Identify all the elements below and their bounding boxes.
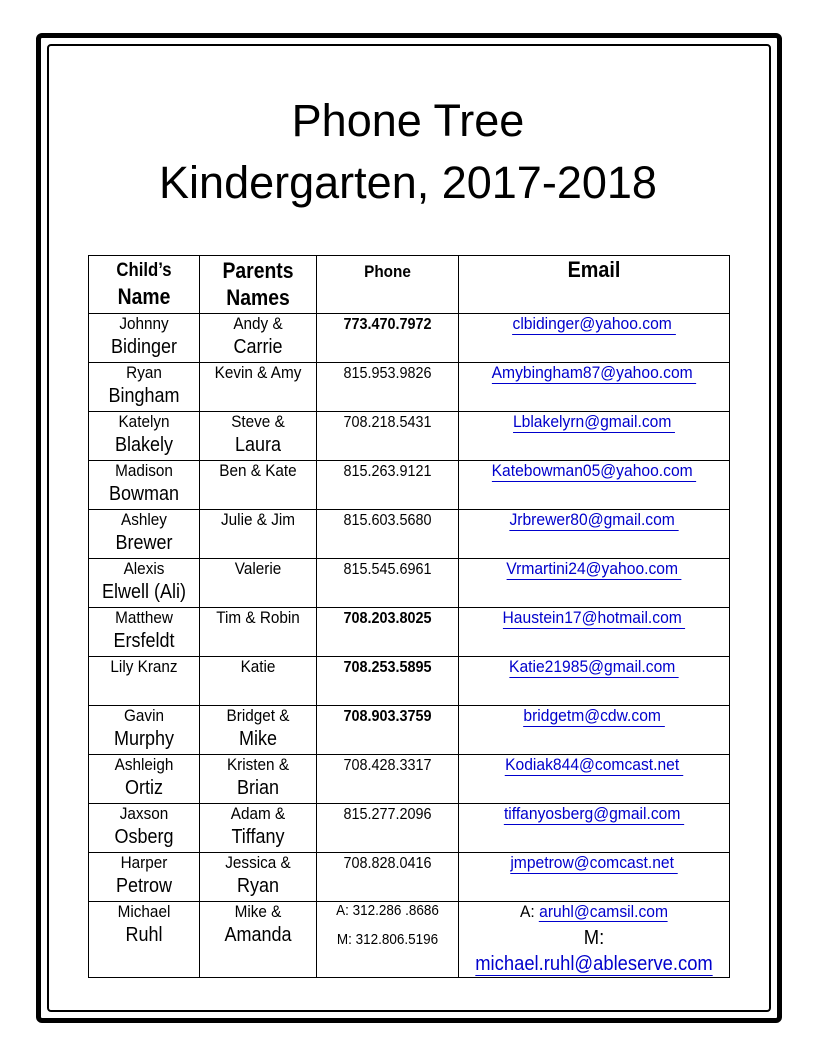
child-name-cell	[89, 657, 200, 706]
header-parents-line1: Parents	[222, 258, 294, 283]
parents-names-cell	[200, 706, 317, 755]
phone-cell	[317, 363, 459, 412]
child-second-line: Bowman	[108, 483, 180, 505]
phone-cell	[317, 657, 459, 706]
parents-second-line: Carrie	[233, 336, 283, 358]
parents-names-cell	[200, 559, 317, 608]
child-name-cell	[89, 902, 200, 978]
parents-first-line: Tim & Robin	[216, 608, 300, 627]
child-first-line: Matthew	[115, 608, 173, 627]
parents-second-line: Amanda	[224, 924, 292, 946]
child-first-line: Ryan	[126, 363, 162, 382]
parents-names-cell	[200, 853, 317, 902]
email-link[interactable]: Haustein17@hotmail.com	[503, 608, 686, 629]
header-parents-line2: Names	[226, 285, 290, 310]
phone-number: 708.828.0416	[343, 855, 432, 872]
parents-names-cell	[200, 412, 317, 461]
child-second-line: Osberg	[114, 826, 174, 848]
phone-cell	[317, 412, 459, 461]
email-cell	[459, 559, 730, 608]
header-email: Email	[459, 256, 730, 314]
phone-cell	[317, 755, 459, 804]
parents-first-line: Julie & Jim	[221, 510, 295, 529]
parents-first-line: Katie	[240, 657, 276, 676]
child-second-line: Blakely	[114, 434, 174, 456]
child-name-cell	[89, 608, 200, 657]
email-link[interactable]: jmpetrow@comcast.net	[510, 853, 677, 874]
email-cell	[459, 363, 730, 412]
email-link[interactable]: clbidinger@yahoo.com	[512, 314, 675, 335]
parents-first-line: Bridget &	[226, 706, 290, 725]
child-first-line: Johnny	[119, 314, 169, 333]
page-title: Phone Tree	[291, 95, 525, 146]
child-first-line: Harper	[120, 853, 168, 872]
parents-names-cell	[200, 314, 317, 363]
phone-number: 708.203.8025	[343, 610, 432, 627]
table-row	[89, 755, 730, 804]
phone-cell	[317, 902, 459, 978]
table-row	[89, 461, 730, 510]
child-first-line: Alexis	[123, 559, 165, 578]
phone-cell	[317, 706, 459, 755]
table-row	[89, 804, 730, 853]
table-row	[89, 559, 730, 608]
email-link[interactable]: michael.ruhl@ableserve.com	[475, 953, 713, 975]
parents-second-line: Brian	[236, 777, 280, 799]
parents-first-line: Kevin & Amy	[214, 363, 302, 382]
phone-cell	[317, 853, 459, 902]
child-first-line: Gavin	[124, 706, 164, 725]
phone-number: 708.253.5895	[343, 659, 432, 676]
parents-names-cell	[200, 657, 317, 706]
phone-cell	[317, 314, 459, 363]
child-first-line: Ashley	[121, 510, 167, 529]
email-cell	[459, 608, 730, 657]
table-row	[89, 314, 730, 363]
child-first-line: Madison	[115, 461, 173, 480]
phone-number-m: M: 312.806.5196	[336, 931, 439, 948]
parents-first-line: Mike &	[234, 902, 282, 921]
phone-cell	[317, 461, 459, 510]
header-child-line1: Child’s	[116, 260, 172, 281]
child-first-line: Katelyn	[118, 412, 170, 431]
parents-names-cell	[200, 510, 317, 559]
table-row	[89, 510, 730, 559]
parents-second-line: Laura	[234, 434, 282, 456]
email-a-prefix: A:	[519, 902, 535, 921]
email-cell	[459, 706, 730, 755]
email-cell	[459, 853, 730, 902]
parents-names-cell	[200, 461, 317, 510]
phone-number: 815.953.9826	[343, 365, 432, 382]
email-link[interactable]: Amybingham87@yahoo.com	[492, 363, 697, 384]
phone-cell	[317, 608, 459, 657]
table-row	[89, 608, 730, 657]
child-first-line: Jaxson	[119, 804, 169, 823]
email-link[interactable]: aruhl@camsil.com	[539, 902, 669, 921]
email-cell	[459, 755, 730, 804]
phone-number: 815.603.5680	[343, 512, 432, 529]
phone-cell	[317, 804, 459, 853]
header-parents-names	[200, 256, 317, 314]
email-link[interactable]: Katie21985@gmail.com	[509, 657, 679, 678]
child-name-cell	[89, 314, 200, 363]
child-name-cell	[89, 706, 200, 755]
child-second-line: Murphy	[113, 728, 175, 750]
phone-number: 815.545.6961	[343, 561, 432, 578]
parents-names-cell	[200, 608, 317, 657]
child-second-line: Ortiz	[125, 777, 163, 799]
phone-number: 708.218.5431	[343, 414, 432, 431]
table-row	[89, 657, 730, 706]
parents-first-line: Valerie	[234, 559, 282, 578]
email-cell	[459, 804, 730, 853]
phone-number: 773.470.7972	[343, 316, 432, 333]
child-first-line: Lily Kranz	[110, 657, 178, 676]
table-row	[89, 412, 730, 461]
parents-first-line: Steve &	[231, 412, 285, 431]
header-child-line2: Name	[117, 284, 171, 309]
parents-first-line: Adam &	[230, 804, 286, 823]
email-cell	[459, 461, 730, 510]
table-row	[89, 902, 730, 978]
parents-second-line: Mike	[238, 728, 277, 750]
table-row	[89, 363, 730, 412]
child-second-line: Petrow	[115, 875, 173, 897]
email-link[interactable]: Kodiak844@comcast.net	[505, 755, 683, 776]
parents-names-cell	[200, 804, 317, 853]
header-phone: Phone	[317, 256, 459, 314]
child-second-line: Elwell (Ali)	[101, 581, 187, 603]
child-second-line: Bidinger	[110, 336, 178, 358]
email-link[interactable]: Vrmartini24@yahoo.com	[506, 559, 681, 580]
email-link[interactable]: bridgetm@cdw.com	[523, 706, 664, 727]
parents-names-cell	[200, 363, 317, 412]
parents-names-cell	[200, 755, 317, 804]
email-cell	[459, 412, 730, 461]
child-second-line: Ruhl	[125, 924, 163, 946]
child-name-cell	[89, 804, 200, 853]
child-second-line: Brewer	[115, 532, 173, 554]
parents-first-line: Jessica &	[225, 853, 291, 872]
table-row	[89, 706, 730, 755]
email-cell	[459, 657, 730, 706]
parents-second-line: Ryan	[236, 875, 280, 897]
phone-number-a: A: 312.286 .8686	[336, 902, 439, 919]
table-row	[89, 853, 730, 902]
phone-cell	[317, 510, 459, 559]
email-cell	[459, 314, 730, 363]
child-name-cell	[89, 559, 200, 608]
email-cell	[459, 902, 730, 978]
parents-first-line: Andy &	[233, 314, 283, 333]
child-name-cell	[89, 461, 200, 510]
page-subtitle: Kindergarten, 2017-2018	[159, 157, 657, 208]
parents-first-line: Ben & Kate	[219, 461, 297, 480]
phone-number: 708.428.3317	[343, 757, 432, 774]
email-link[interactable]: Katebowman05@yahoo.com	[492, 461, 697, 482]
email-link[interactable]: Lblakelyrn@gmail.com	[513, 412, 675, 433]
parents-first-line: Kristen &	[226, 755, 290, 774]
email-link[interactable]: Jrbrewer80@gmail.com	[509, 510, 678, 531]
phone-number: 815.277.2096	[343, 806, 432, 823]
child-name-cell	[89, 363, 200, 412]
child-name-cell	[89, 510, 200, 559]
child-name-cell	[89, 412, 200, 461]
header-child-name	[89, 256, 200, 314]
email-link[interactable]: tiffanyosberg@gmail.com	[504, 804, 684, 825]
child-first-line: Ashleigh	[114, 755, 174, 774]
child-second-line: Bingham	[108, 385, 180, 407]
child-name-cell	[89, 755, 200, 804]
child-second-line: Ersfeldt	[113, 630, 175, 652]
email-m-prefix: M:	[583, 927, 605, 949]
parents-second-line: Tiffany	[231, 826, 285, 848]
table-header-row	[89, 256, 730, 314]
phone-tree-table	[88, 255, 730, 978]
child-first-line: Michael	[117, 902, 171, 921]
email-cell	[459, 510, 730, 559]
child-name-cell	[89, 853, 200, 902]
phone-cell	[317, 559, 459, 608]
phone-number: 815.263.9121	[343, 463, 432, 480]
phone-number: 708.903.3759	[343, 708, 432, 725]
parents-names-cell	[200, 902, 317, 978]
